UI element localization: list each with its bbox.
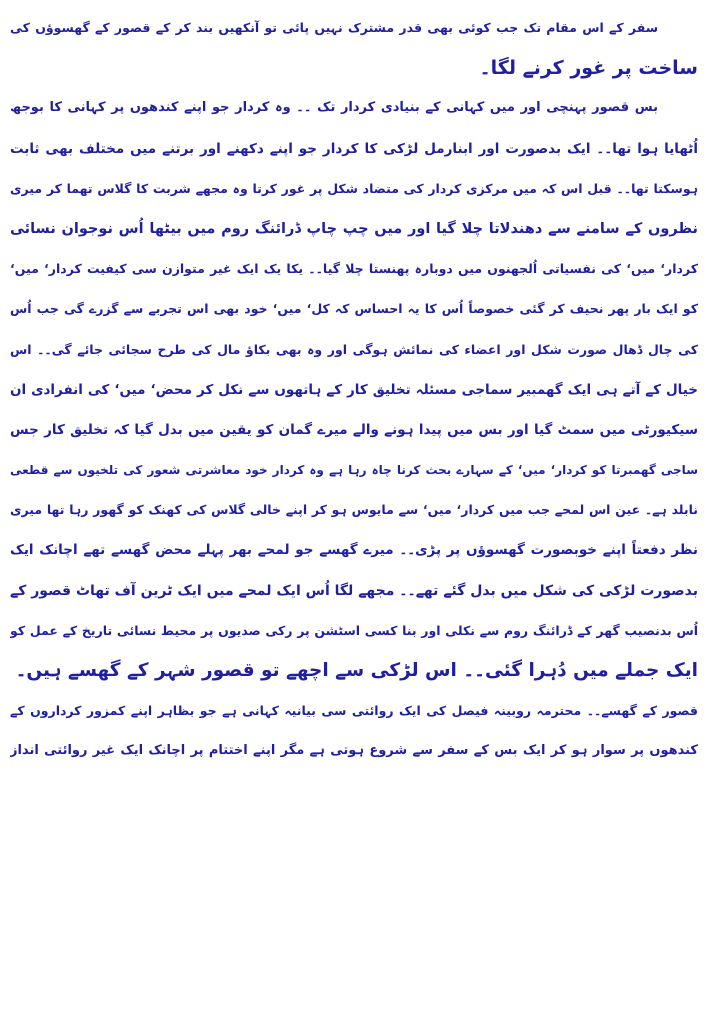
text-line: کندھوں پر سوار ہو کر ایک بس کے سفر سے شروع ہوتی ہے مگر اپنے اختتام پر اچانک ایک غیر روائتی انداز (10, 743, 698, 759)
text-line: سفر کے اس مقام تک جب کوئی بھی قدر مشترک نہیں پائی تو آنکھیں بند کر کے قصور کے گھسوؤں کی (10, 20, 658, 35)
text-line: اُس بدنصیب گھر کے ڈرائنگ روم سے نکلی اور بنا کسی اسٹشن پر رکی صدیوں پر محیط نسائی تاریخ کے عمل کو (10, 622, 698, 638)
text-line: کی چال ڈھال صورت شکل اور اعضاء کی نمائش ہوگی اور وہ بھی بکاؤ مال کی طرح سجائی جائے گی۔۔ اس (10, 341, 698, 357)
text-line: کردار‘ میں‘ کی نفسیاتی اُلجھنوں میں دوبارہ پھنستا چلا گیا۔۔ یکا یک ایک غیر متوازن سی کیفیت کردار‘ میں‘ (10, 261, 698, 277)
text-line: بس قصور پہنچی اور میں کہانی کے بنیادی کردار تک ۔۔ وہ کردار جو اپنے کندھوں پر کہانی کا بوجھ (10, 100, 658, 116)
text-line: ساخت پر غور کرنے لگا۔ (479, 57, 698, 80)
text-line: کو ایک بار پھر نحیف کر گئی خصوصاً اُس کا یہ احساس کہ کل‘ میں‘ خود بھی اس تجربے سے گزرے گی جب اُس (10, 301, 698, 317)
text-line: نظر دفعتاً اپنے خوبصورت گھسوؤں پر پڑی۔۔ میرے گھسے جو لمحے بھر پہلے محض گھسے تھے اچانک ایک (10, 542, 698, 559)
text-line: نابلد ہے۔ عین اس لمحے جب میں کردار‘ میں‘ سے مایوس ہو کر اپنے خالی گلاس کی کھنک کو گھور رہا تھا میری (10, 502, 698, 518)
text-line: ساجی گھمبرتا کو کردار‘ میں‘ کے سہارے بحث کرنا چاہ رہا ہے وہ کردار خود معاشرتی شعور کی تلخیوں سے قطعی (10, 463, 698, 478)
paragraph-1 (10, 8, 698, 88)
text-line: خیال کے آتے ہی ایک گھمبیر سماجی مسئلہ تخلیق کار کے ہاتھوں سے نکل کر محض‘ میں‘ کی انفرادی ان (10, 381, 698, 398)
paragraph-3 (10, 691, 698, 771)
text-line: بدصورت لڑکی کی شکل میں بدل گئے تھے۔۔ مجھے لگا اُس ایک لمحے میں ایک ٹرین آف تھاٹ قصور کے (10, 582, 698, 599)
text-line: قصور کے گھسے۔۔ محترمہ روبینہ فیصل کی ایک روائتی سی بیانیہ کہانی ہے جو بظاہر اپنے کمزور کرداروں کے (10, 703, 698, 719)
text-line: اُٹھایا ہوا تھا۔۔ ایک بدصورت اور ابنارمل لڑکی کا کردار جو اپنے دکھنے اور برتنے میں مختلف بھی ثابت (10, 140, 698, 157)
text-line: نظروں کے سامنے سے دھندلاتا چلا گیا اور میں چپ چاپ ڈرائنگ روم میں بیٹھا اُس نوجوان نسائی (10, 220, 698, 237)
paragraph-2 (10, 88, 698, 691)
text-line: سیکیورٹی میں سمٹ گیا اور بس میں پیدا ہونے والے میرے گمان کو یقین میں بدل گیا کہ تخلیق کار جس (10, 421, 698, 438)
text-line: ہوسکتا تھا۔۔ قبل اس کہ میں مرکزی کردار کی متضاد شکل پر غور کرتا وہ مجھے شربت کا گلاس تھما کر میری (10, 180, 698, 196)
text-line: ایک جملے میں دُہرا گئی۔۔ اس لڑکی سے اچھے تو قصور شہر کے گھسے ہیں۔ (15, 660, 698, 681)
